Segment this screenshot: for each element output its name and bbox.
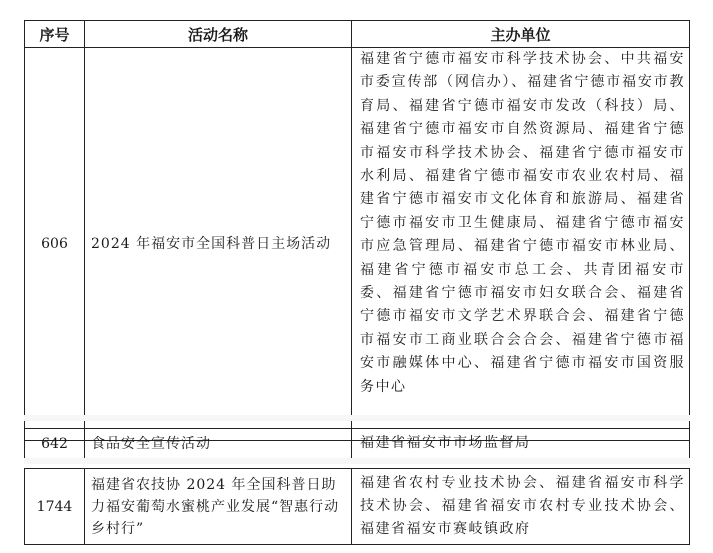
- page-gap-divider: [24, 458, 690, 464]
- table-row: [25, 48, 690, 441]
- activity-name-cell: 食品安全宣传活动: [85, 429, 352, 459]
- activity-name-cell: 福建省农技协 2024 年全国科普日助力福安葡萄水蜜桃产业发展“智惠行动乡村行”: [85, 469, 352, 545]
- serial-number-cell: 1744: [25, 469, 85, 545]
- activity-name-cell: 2024 年福安市全国科普日主场活动: [85, 48, 352, 441]
- activity-table-fragment-3: [24, 468, 690, 545]
- organizer-cell: 福建省农村专业技术协会、福建省福安市科学技术协会、福建省福安市农村专业技术协会、福建省福安市赛岐镇政府: [352, 469, 690, 545]
- serial-number-cell: 606: [25, 48, 85, 441]
- header-serial-number: 序号: [25, 21, 85, 48]
- table-row: [25, 429, 690, 459]
- page-gap-divider: [24, 415, 690, 421]
- organizer-cell: 福建省宁德市福安市科学技术协会、中共福安市委宣传部（网信办）、福建省宁德市福安市教育局、福建省宁德市福安市发改（科技）局、福建省宁德市福安市自然资源局、福建省宁德市福安市科学技术协会、福建省宁德市福安市水利局、福建省宁德市福安市农业农村局、福建省宁德市福安市文化体育和旅游局、福建省宁德市福安市卫生健康局、福建省宁德市福安市应急管理局、福建省宁德市福安市林业局、福建省宁德市福安市总工会、共青团福安市委、福建省宁德市福安市妇女联合会、福建省宁德市福安市文学艺术界联合会、福建省宁德市福安市工商业联合会合会、福建省宁德市福安市融媒体中心、福建省宁德市福安市国资服务中心: [352, 48, 690, 441]
- table-row: [25, 469, 690, 545]
- activity-table-fragment-2: [24, 428, 690, 459]
- table-header-row: [25, 21, 690, 48]
- organizer-cell: 福建省福安市市场监督局: [352, 429, 690, 459]
- header-activity-name: 活动名称: [85, 21, 352, 48]
- header-organizer: 主办单位: [352, 21, 690, 48]
- activity-table-main: [24, 20, 690, 441]
- serial-number-cell: 642: [25, 429, 85, 459]
